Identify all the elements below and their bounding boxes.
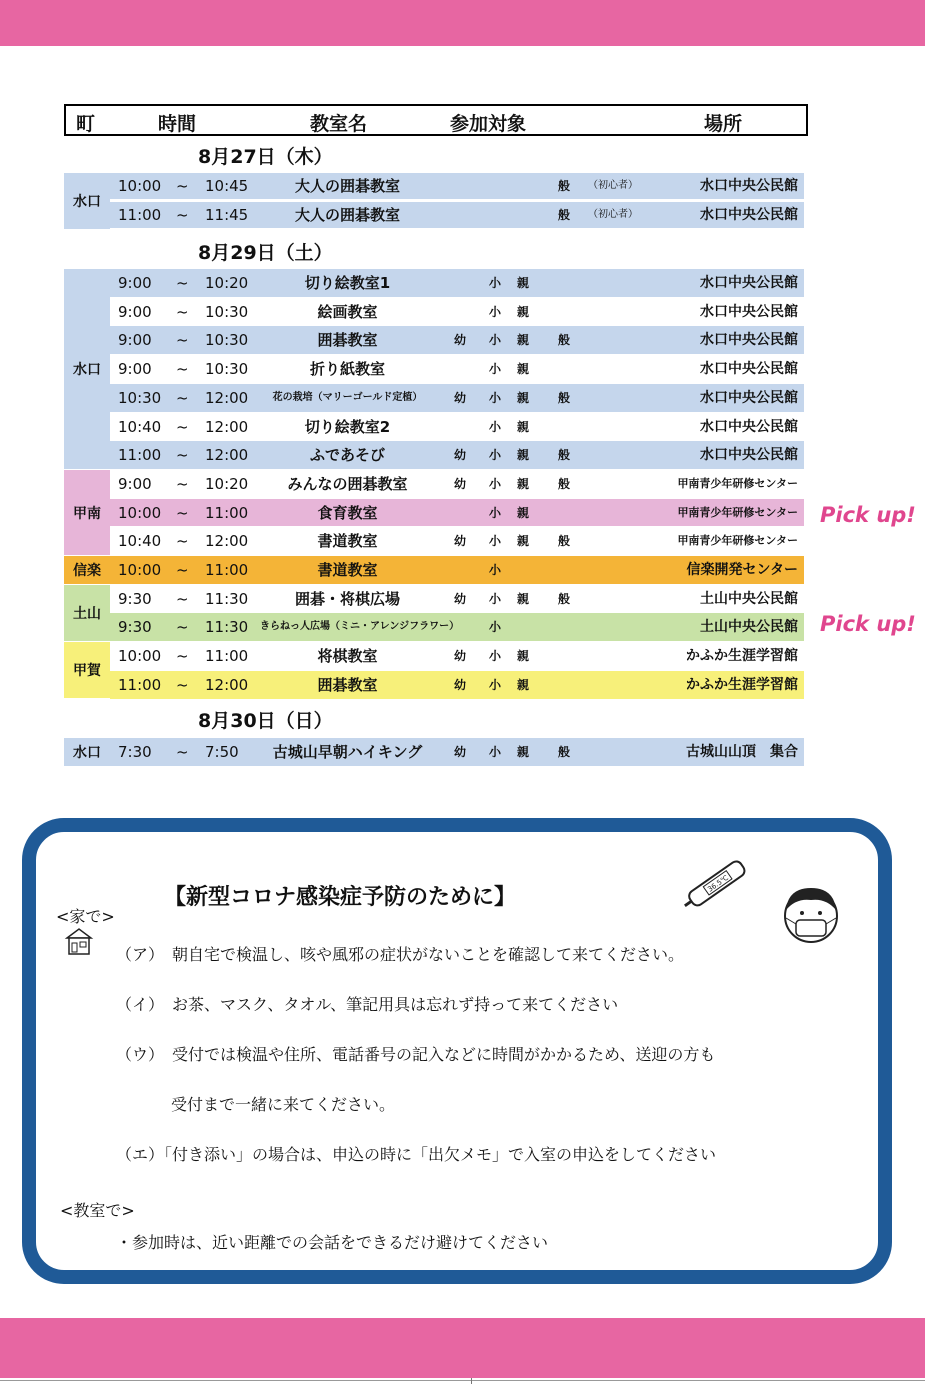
cell-t4: 般 [558, 333, 571, 347]
cell-name: ふであそび [309, 446, 385, 464]
cell-tilde: ~ [176, 618, 189, 636]
cell-name: 囲碁教室 [317, 676, 378, 694]
town-minakuchi: 水口 [64, 737, 110, 766]
cell-end: 11:00 [205, 561, 249, 579]
cell-t2: 小 [489, 620, 502, 634]
cell-t4: 般 [558, 477, 571, 491]
cell-t1: 幼 [454, 678, 467, 692]
cell-place: 水口中央公民館 [700, 419, 798, 435]
cell-t3: 親 [517, 333, 530, 347]
cell-tilde: ~ [176, 647, 189, 665]
table-row [110, 440, 804, 469]
date-aug-27: 8月27日（木） [198, 146, 333, 168]
cell-t1: 幼 [454, 448, 467, 462]
cell-t2: 小 [489, 420, 502, 434]
cell-start: 9:00 [118, 303, 152, 321]
cell-end: 11:30 [205, 618, 249, 636]
cell-end: 10:30 [205, 331, 249, 349]
table-row: 10:00 ~ 10:45 大人の囲碁教室 般 （初心者） 水口中央公民館 [110, 172, 804, 199]
cell-tilde: ~ [176, 303, 189, 321]
cell-name: 囲碁・将棋広場 [294, 590, 400, 608]
cell-t2: 小 [489, 678, 502, 692]
cell-t3: 親 [517, 305, 530, 319]
cell-t3: 親 [517, 678, 530, 692]
header-class-name: 教室名 [310, 113, 368, 135]
table-row [110, 354, 804, 383]
cell-name: 食育教室 [317, 504, 378, 522]
cell-start: 9:00 [118, 274, 152, 292]
bottom-center-tick [471, 1378, 472, 1384]
cell-start: 10:00 [118, 561, 162, 579]
cell-t2: 小 [489, 448, 502, 462]
cell-t4: 般 [558, 448, 571, 462]
cell-t2: 小 [489, 592, 502, 606]
cell-tilde: ~ [176, 475, 189, 493]
cell-end: 12:00 [205, 418, 249, 436]
cell-t4: 般 [558, 534, 571, 548]
town-shigaraki: 信楽 [64, 555, 110, 584]
cell-end: 12:00 [205, 389, 249, 407]
town-tsuchiyama: 土山 [64, 584, 110, 641]
cell-place: 土山中央公民館 [700, 591, 798, 607]
cell-end: 10:30 [205, 303, 249, 321]
cell-t3: 親 [517, 448, 530, 462]
cell-start: 10:00 [118, 504, 162, 522]
cell-end: 10:30 [205, 360, 249, 378]
table-row [110, 641, 804, 670]
cell-name: 囲碁教室 [317, 331, 378, 349]
cell-t3: 親 [517, 592, 530, 606]
table-row [110, 555, 804, 584]
cell-end: 11:00 [205, 647, 249, 665]
cell-t2: 小 [489, 649, 502, 663]
cell-start: 9:00 [118, 360, 152, 378]
cell-t3: 親 [517, 477, 530, 491]
cell-end: 11:30 [205, 590, 249, 608]
svg-text:36.5℃: 36.5℃ [706, 873, 731, 894]
cell-t2: 小 [489, 305, 502, 319]
cell-name: 折り紙教室 [309, 360, 385, 378]
cell-name: 書道教室 [317, 532, 378, 550]
cell-t3: 親 [517, 276, 530, 290]
cell-t3: 親 [517, 391, 530, 405]
pickup-label-shokuiku: Pick up! [820, 503, 916, 527]
cell-t4: 般 [558, 391, 571, 405]
notice-item-u: （ウ） 受付では検温や住所、電話番号の記入などに時間がかかるため、送迎の方も [116, 1045, 716, 1064]
cell-t3: 親 [517, 420, 530, 434]
pickup-label-kiranetto: Pick up! [820, 612, 916, 636]
cell-place: 水口中央公民館 [700, 275, 798, 291]
cell-start: 11:00 [118, 676, 162, 694]
cell-end: 12:00 [205, 676, 249, 694]
cell-name: 切り絵教室1 [304, 274, 391, 292]
cell-t3: 親 [517, 362, 530, 376]
cell-t2: 小 [489, 391, 502, 405]
thermometer-icon [676, 852, 756, 916]
table-row [110, 584, 804, 613]
table-row: 11:00 ~ 11:45 大人の囲碁教室 般 （初心者） 水口中央公民館 [110, 201, 804, 228]
class-section-label: <教室で> [60, 1201, 135, 1220]
cell-end: 10:20 [205, 475, 249, 493]
cell-tilde: ~ [176, 532, 189, 550]
cell-tilde: ~ [176, 274, 189, 292]
cell-t1: 幼 [454, 592, 467, 606]
cell-t2: 小 [489, 563, 502, 577]
cell-place: 水口中央公民館 [700, 332, 798, 348]
cell-start: 9:00 [118, 331, 152, 349]
cell-t1: 幼 [454, 477, 467, 491]
town-konan: 甲南 [64, 469, 110, 555]
cell-end: 12:00 [205, 532, 249, 550]
cell-tilde: ~ [176, 418, 189, 436]
cell-t3: 親 [517, 649, 530, 663]
bottom-divider [0, 1380, 925, 1381]
home-section-label: <家で> [56, 907, 115, 926]
table-row [110, 469, 804, 498]
table-row [110, 526, 804, 555]
cell-t1: 幼 [454, 333, 467, 347]
table-row [110, 268, 804, 297]
cell-start: 10:40 [118, 418, 162, 436]
cell-tilde: ~ [176, 590, 189, 608]
cell-tilde: ~ [176, 561, 189, 579]
cell-t4: 般 [558, 592, 571, 606]
table-row [110, 383, 804, 412]
header-place: 場所 [704, 113, 743, 135]
cell-name: みんなの囲碁教室 [287, 475, 408, 493]
header-target: 参加対象 [450, 113, 527, 135]
notice-title: 【新型コロナ感染症予防のために】 [164, 885, 517, 910]
town-minakuchi: 水口 [64, 172, 110, 229]
table-row [110, 498, 804, 527]
corona-notice-box [22, 818, 892, 1284]
cell-end: 12:00 [205, 446, 249, 464]
cell-place: 水口中央公民館 [700, 390, 798, 406]
bottom-pink-bar [0, 1318, 925, 1378]
town-koka: 甲賀 [64, 641, 110, 698]
cell-t2: 小 [489, 477, 502, 491]
cell-place: かふか生涯学習館 [686, 677, 798, 693]
cell-place: 水口中央公民館 [700, 447, 798, 463]
table-row [110, 297, 804, 326]
date-aug-29: 8月29日（土） [198, 242, 333, 264]
cell-tilde: ~ [176, 389, 189, 407]
cell-name: 書道教室 [317, 561, 378, 579]
notice-item-a: （ア） 朝自宅で検温し、咳や風邪の症状がないことを確認して来てください。 [116, 945, 685, 964]
cell-place: 土山中央公民館 [700, 619, 798, 635]
cell-end: 10:20 [205, 274, 249, 292]
cell-name: 花の栽培（マリーゴールド定植） [272, 392, 423, 403]
cell-name: 切り絵教室2 [304, 418, 391, 436]
cell-place: 甲南青少年研修センター [677, 534, 798, 547]
cell-start: 11:00 [118, 446, 162, 464]
cell-t2: 小 [489, 276, 502, 290]
cell-t2: 小 [489, 534, 502, 548]
table-row [110, 412, 804, 441]
schedule-header [64, 104, 808, 136]
cell-t2: 小 [489, 333, 502, 347]
cell-start: 9:00 [118, 475, 152, 493]
cell-tilde: ~ [176, 446, 189, 464]
top-pink-bar [0, 0, 925, 46]
cell-name: 絵画教室 [317, 303, 378, 321]
cell-t3: 親 [517, 506, 530, 520]
cell-name: 将棋教室 [317, 647, 378, 665]
house-icon [64, 926, 94, 956]
cell-place: 甲南青少年研修センター [677, 506, 798, 519]
town-minakuchi: 水口 [64, 268, 110, 469]
cell-tilde: ~ [176, 331, 189, 349]
cell-t1: 幼 [454, 391, 467, 405]
cell-t1: 幼 [454, 534, 467, 548]
cell-start: 9:30 [118, 590, 152, 608]
cell-start: 10:30 [118, 389, 162, 407]
cell-place: 甲南青少年研修センター [677, 477, 798, 490]
table-row [110, 670, 804, 699]
notice-item-i: （イ） お茶、マスク、タオル、筆記用具は忘れず持って来てください [116, 995, 619, 1014]
cell-place: 信楽開発センター [686, 562, 798, 578]
table-row: 7:30 ~ 7:50 古城山早朝ハイキング 幼 小 親 般 古城山山頂 集合 [110, 737, 804, 766]
cell-start: 10:40 [118, 532, 162, 550]
date-aug-30: 8月30日（日） [198, 710, 333, 732]
cell-t2: 小 [489, 362, 502, 376]
header-time: 時間 [158, 113, 197, 135]
table-row [110, 325, 804, 354]
notice-item-e: （エ）「付き添い」の場合は、申込の時に「出欠メモ」で入室の申込をしてください [116, 1145, 717, 1164]
cell-name: きらねっ人広場（ミニ・アレンジフラワー） [260, 621, 460, 632]
cell-tilde: ~ [176, 360, 189, 378]
cell-tilde: ~ [176, 504, 189, 522]
cell-start: 10:00 [118, 647, 162, 665]
notice-item-u-cont: 受付まで一緒に来てください。 [171, 1095, 396, 1114]
cell-place: かふか生涯学習館 [686, 648, 798, 664]
cell-t1: 幼 [454, 649, 467, 663]
cell-tilde: ~ [176, 676, 189, 694]
table-row [110, 612, 804, 641]
cell-start: 9:30 [118, 618, 152, 636]
cell-place: 水口中央公民館 [700, 304, 798, 320]
masked-face-icon [776, 880, 846, 950]
cell-end: 11:00 [205, 504, 249, 522]
cell-place: 水口中央公民館 [700, 361, 798, 377]
header-town: 町 [76, 113, 96, 135]
cell-t3: 親 [517, 534, 530, 548]
notice-class-item: ・参加時は、近い距離での会話をできるだけ避けてください [116, 1233, 549, 1252]
cell-t2: 小 [489, 506, 502, 520]
